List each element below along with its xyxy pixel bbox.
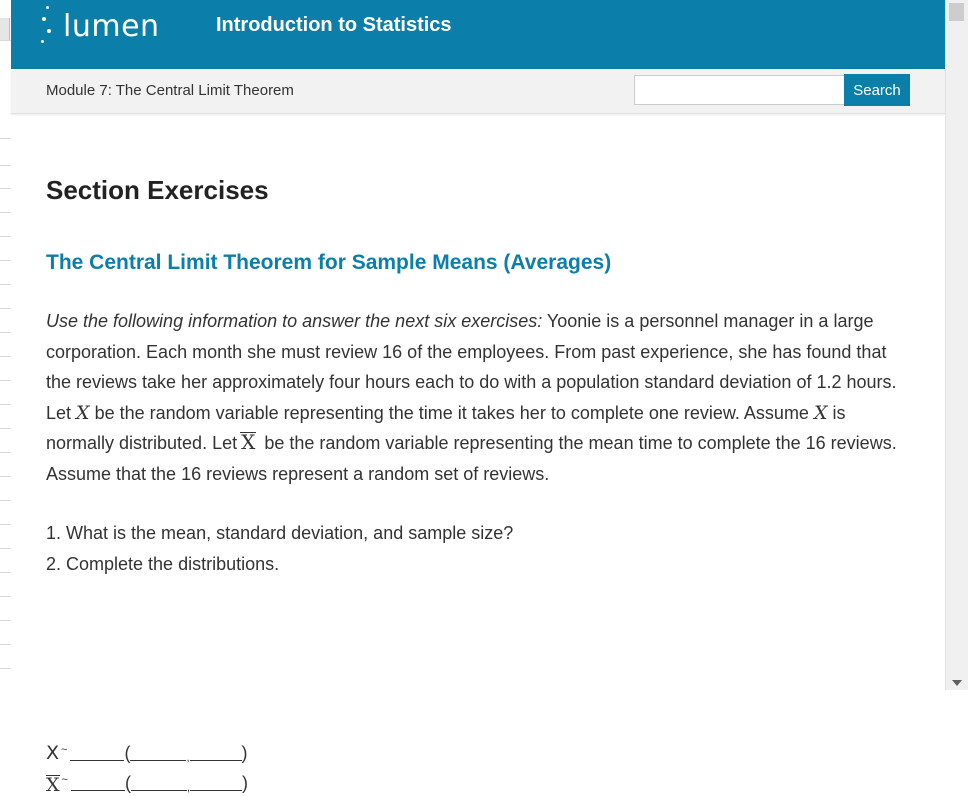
course-title[interactable]: Introduction to Statistics bbox=[216, 14, 452, 36]
blank-sd bbox=[190, 746, 242, 761]
dist-comma: , bbox=[186, 752, 190, 764]
blank-sd bbox=[190, 776, 242, 791]
question-list bbox=[46, 518, 513, 580]
site-header bbox=[11, 0, 945, 69]
vertical-scrollbar[interactable] bbox=[945, 0, 968, 690]
dist-var-x: X bbox=[46, 742, 60, 764]
cell-marker bbox=[0, 18, 10, 40]
dist-open-paren: ( bbox=[124, 773, 131, 793]
para-text-2: be the random variable representing the time it takes her to complete one review. Assume bbox=[89, 402, 814, 423]
page-title: Section Exercises bbox=[46, 175, 269, 205]
distribution-blanks bbox=[46, 734, 248, 794]
exercise-paragraph bbox=[46, 306, 916, 489]
dist-close-paren: ) bbox=[242, 773, 249, 793]
module-title[interactable]: Module 7: The Central Limit Theorem bbox=[46, 82, 294, 99]
search-input[interactable] bbox=[634, 75, 848, 105]
para-text-1: Yoonie is a personnel manager in a large corporation. Each month she must review 16 of the employees. From past experience, she has found that the reviews take her approximately four hours each to do with a population standard deviation of 1.2 hours. Let bbox=[46, 311, 897, 423]
module-bar bbox=[11, 69, 945, 114]
dist-tilde: ~ bbox=[61, 774, 68, 786]
logo-dots-icon bbox=[41, 4, 55, 48]
var-x-bar: X bbox=[241, 430, 256, 454]
question-2: 2. Complete the distributions. bbox=[46, 554, 280, 574]
blank-mean bbox=[131, 776, 187, 791]
distribution-x-bar bbox=[46, 764, 248, 794]
subsection-title: The Central Limit Theorem for Sample Means (Averages) bbox=[46, 251, 612, 274]
logo-text: lumen bbox=[63, 8, 160, 44]
var-x: X bbox=[813, 401, 828, 424]
intro-italic: Use the following information to answer the next six exercises: bbox=[46, 311, 543, 331]
question-1: 1. What is the mean, standard deviation, and sample size? bbox=[46, 523, 514, 543]
para-text-3: is normally distributed. Let bbox=[46, 402, 846, 453]
scroll-down-arrow-icon[interactable] bbox=[952, 680, 962, 686]
blank-distribution bbox=[71, 776, 125, 791]
blank-mean bbox=[130, 746, 186, 761]
scroll-thumb[interactable] bbox=[949, 3, 964, 21]
blank-distribution bbox=[70, 746, 124, 761]
dist-var-x-bar: X bbox=[46, 774, 60, 796]
para-text-4: be the random variable representing the mean time to complete the 16 reviews. Assume that the 16 reviews represent a random set of reviews. bbox=[46, 433, 897, 484]
distribution-x bbox=[46, 734, 248, 764]
search-button[interactable]: Search bbox=[844, 74, 910, 106]
page bbox=[11, 0, 945, 796]
var-x: X bbox=[76, 401, 90, 424]
dist-tilde: ~ bbox=[61, 744, 68, 756]
dist-close-paren: ) bbox=[241, 743, 248, 763]
dist-comma: , bbox=[186, 782, 191, 794]
dist-open-paren: ( bbox=[124, 743, 131, 763]
lumen-logo[interactable] bbox=[41, 0, 160, 52]
